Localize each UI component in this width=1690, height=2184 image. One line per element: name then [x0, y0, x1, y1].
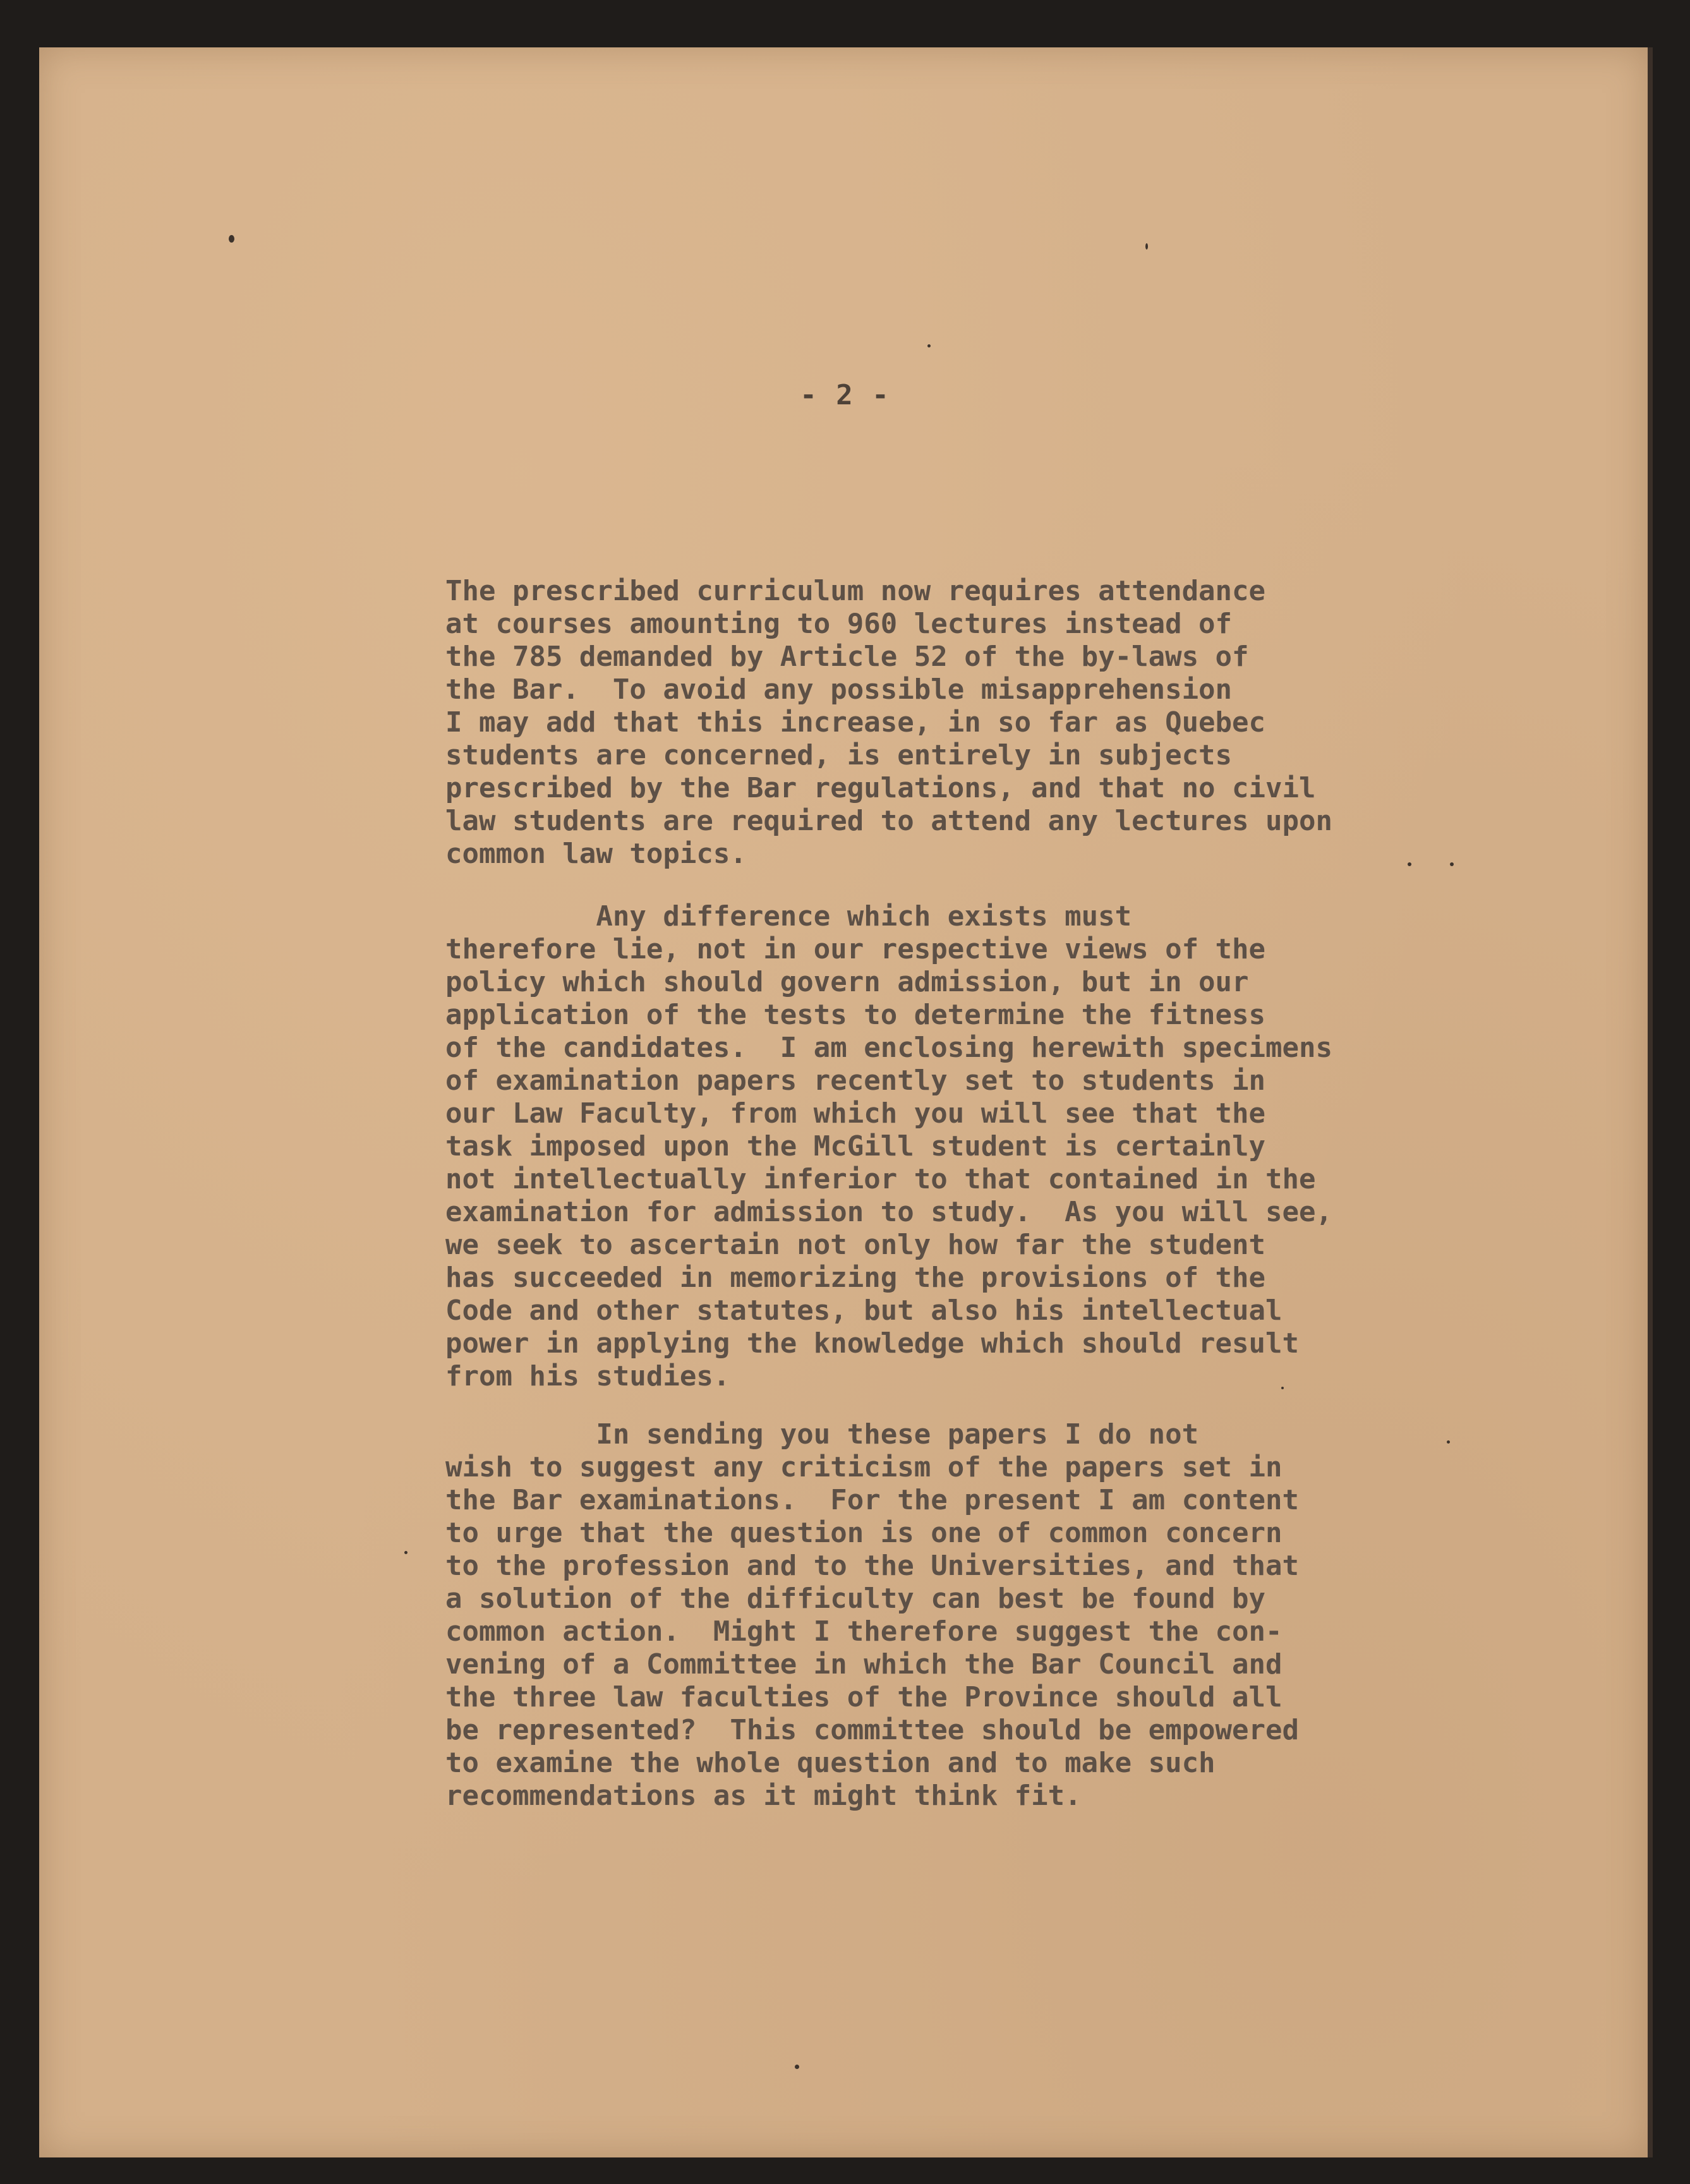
ink-speck [927, 344, 931, 347]
ink-speck [1145, 243, 1148, 250]
ink-speck [795, 2065, 799, 2069]
body-paragraph-3: In sending you these papers I do not wish to suggest any criticism of the papers set in the Bar examinations. For the present I am content to urge that the question is one of common concern to the profession and to the Universities, and that a solution of the difficulty can best be found by common action. Might I therefore suggest the con- vening of a Committee in which the Bar Council and the three law faculties of the Province should all be represented? This committee should be empowered to examine the whole question and to make such recommendations as it might think fit. [445, 1418, 1300, 1812]
page-number: - 2 - [800, 379, 890, 411]
body-paragraph-1: The prescribed curriculum now requires attendance at courses amounting to 960 lectures instead of the 785 demanded by Article 52 of the by-laws of the Bar. To avoid any possible misapprehension I may add that this increase, in so far as Quebec students are concerned, is entirely in subjects prescribed by the Bar regulations, and that no civil law students are required to attend any lectures upon common law topics. [445, 575, 1332, 870]
paper-edge-shadow [1648, 47, 1653, 2157]
ink-speck [229, 235, 234, 243]
ink-speck [404, 1551, 407, 1554]
body-paragraph-2: Any difference which exists must therefore lie, not in our respective views of the policy which should govern admission, but in our application of the tests to determine the fitness of the candidates. I am enclosing herewith specimens of examination papers recently set to students in our Law Faculty, from which you will see that the task imposed upon the McGill student is certainly not intellectually inferior to that contained in the examination for admission to study. As you will see, we seek to ascertain not only how far the student has succeeded in memorizing the provisions of the Code and other statutes, but also his intellectual power in applying the knowledge which should result from his studies. [445, 900, 1332, 1392]
